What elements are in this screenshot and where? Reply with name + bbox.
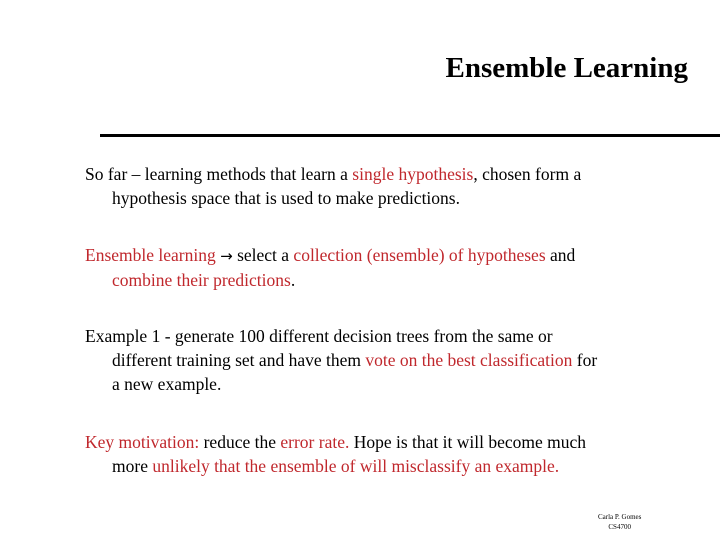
highlighted-text: collection (ensemble) of hypotheses [293, 245, 546, 265]
paragraph-line [85, 243, 685, 268]
title-divider [100, 134, 720, 137]
slide-title: Ensemble Learning [445, 52, 688, 84]
highlighted-text: combine their predictions [112, 270, 291, 290]
highlighted-text: Key motivation: [85, 432, 200, 452]
text-span: Hope is that it will become much [349, 432, 587, 452]
paragraph-line [85, 324, 685, 348]
text-span: . [290, 270, 296, 290]
paragraph-line [85, 268, 685, 292]
highlighted-text: Ensemble learning [85, 245, 221, 265]
text-span: a new example. [112, 374, 222, 394]
paragraph-line [85, 372, 685, 396]
highlighted-text: vote on the best classification [365, 350, 573, 370]
text-span: hypothesis space that is used to make predictions. [112, 188, 460, 208]
text-span: and [545, 245, 576, 265]
paragraph-line [85, 454, 685, 478]
footer-course: CS4700 [608, 523, 631, 531]
paragraph-line [85, 430, 685, 454]
highlighted-text: unlikely that the ensemble of will misclassify an example. [152, 456, 560, 476]
text-span: more [112, 456, 153, 476]
text-span: different training set and have them [112, 350, 366, 370]
paragraph-line [85, 348, 685, 372]
paragraph-single-hypothesis [85, 162, 685, 210]
paragraph-example-1 [85, 324, 685, 396]
highlighted-text: single hypothesis [352, 164, 474, 184]
footer-credit [598, 512, 641, 532]
text-span: for [572, 350, 598, 370]
paragraph-line [85, 162, 685, 186]
highlighted-text: error rate. [280, 432, 350, 452]
paragraph-ensemble-learning [85, 243, 685, 292]
arrow-right-icon: → [220, 247, 233, 265]
footer-author: Carla P. Gomes [598, 513, 642, 521]
text-span: select a [232, 245, 294, 265]
text-span: , chosen form a [473, 164, 582, 184]
text-span: Example 1 - generate 100 different decision trees from the same or [85, 326, 553, 346]
paragraph-key-motivation [85, 430, 685, 478]
paragraph-line [85, 186, 685, 210]
text-span: So far – learning methods that learn a [85, 164, 353, 184]
text-span: reduce the [199, 432, 281, 452]
